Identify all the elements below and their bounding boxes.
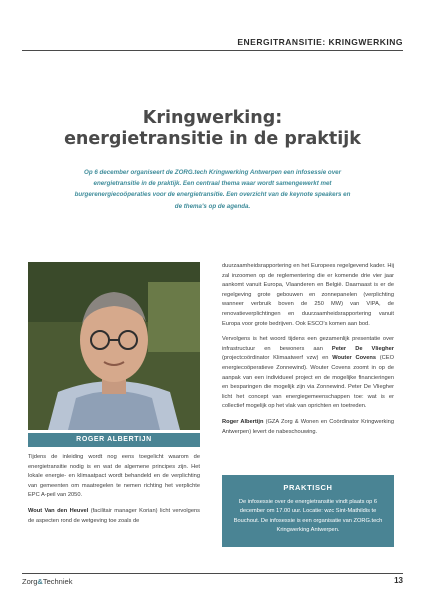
speaker-name-wouter: Wouter Covens (332, 355, 377, 362)
speaker-portrait-illustration (28, 262, 200, 430)
left-paragraph-2 (28, 507, 200, 526)
footer-divider (22, 573, 403, 574)
page-number: 13 (394, 576, 403, 585)
right-column (222, 262, 394, 443)
right-paragraph-2-part-c: (CEO energiecoöperatieve Zonnewind). Wouter Covens zoomt in op de aanpak van een individueel project en de mogelijke financieringen en besparingen die mogelijk zijn via Zonnewind. Peter De Vliegher licht het concept van energiegemeenschappen toe: wat is er collectief mogelijk op het vlak van oprichten en toetreden. (222, 355, 394, 410)
brand-part-2: Techniek (42, 577, 73, 586)
left-paragraph-1: Tijdens de inleiding wordt nog eens toegelicht waarom de energietransitie nodig is en wat de algemene principes zijn. Het lokale energie- en klimaatpact wordt behandeld en de verplichting van gemeenten om maatregelen te nemen richting het verplichte EPC A-peil van 2050. (28, 454, 200, 499)
left-paragraph-2-text: (facilitair manager Korian) licht vervolgens de aspecten rond de wetgeving toe zoals de (28, 507, 200, 524)
section-label: ENERGITRANSITIE: KRINGWERKING (237, 37, 403, 47)
photo-caption: ROGER ALBERTIJN (28, 433, 200, 447)
left-column (28, 453, 200, 532)
header-divider (22, 50, 403, 51)
article-intro: Op 6 december organiseert de ZORG.tech Kringwerking Antwerpen een infosessie over energietransitie in de praktijk. Een centraal thema waar wordt samengewerkt met burgerenergiecoöperaties voor de energietransitie. Een overzicht van de keynote speakers en de thema's op de agenda. (74, 169, 351, 210)
right-paragraph-2 (222, 335, 394, 412)
brand-ampersand: & (37, 577, 43, 586)
right-paragraph-3-text: (GZA Zorg & Wonen en Coördinator Kringwerking Antwerpen) levert de nabeschouwing. (222, 418, 394, 435)
brand-part-1: Zorg (22, 577, 38, 586)
magazine-brand (22, 577, 72, 586)
right-paragraph-2-part-b: (projectcoördinator Klimaatwerf vzw) en (222, 355, 333, 362)
speaker-photo (28, 262, 200, 430)
article-title-line-2: energietransitie in de praktijk (64, 129, 361, 149)
practical-info-box (222, 475, 394, 547)
article-title-line-1: Kringwerking: (142, 108, 283, 128)
speaker-name-peter: Peter De Vliegher (331, 345, 394, 352)
practical-info-title: PRAKTISCH (283, 483, 333, 492)
speaker-name-roger: Roger Albertijn (222, 418, 264, 425)
right-paragraph-2-part-a: Vervolgens is het woord tijdens een gezamenlijk presentatie over infrastructuur en bewoners aan (222, 336, 394, 352)
article-title (0, 108, 425, 150)
practical-info-text: De infosessie over de energietransitie vindt plaats op 6 december om 17.00 uur. Locatie: wzc Sint-Mathildis te Bouchout. De infosessie is een organisatie van ZORG.tech Kringwerking Antwerpen. (233, 499, 383, 534)
speaker-name-wout: Wout Van den Heuvel (28, 507, 89, 514)
right-paragraph-1: duurzaamheidsrapportering en het Europees regelgevend kader. Hij zal inzoomen op de reglementering die er komende drie vier jaar aankomt vanuit Europa, Vlaanderen en België. Daarnaast is er de regelgeving grote gebouwen en zonnepanelen (verplichting wanneer verbruik boven de 250 MW) van VIPA, de renovatieverplichtingen en duurzaamheidsrapportering vanuit Europa voor grote bedrijven. Ook ESCO's komen aan bod. (222, 263, 394, 327)
right-paragraph-3 (222, 418, 394, 437)
